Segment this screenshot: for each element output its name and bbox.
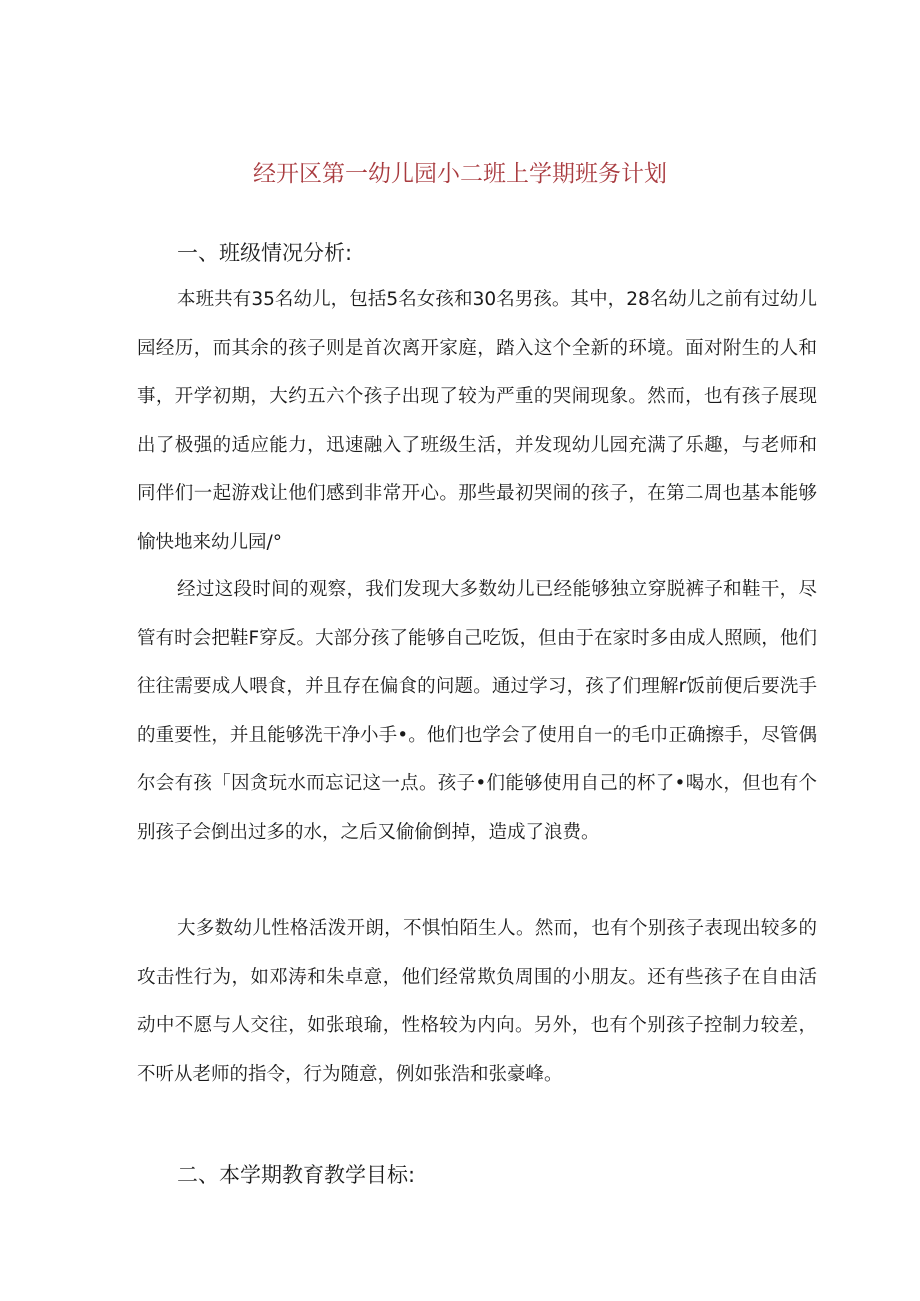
section-heading-teaching-goals: 二、本学期教育教学目标:	[177, 1163, 416, 1187]
section-heading-class-analysis: 一、班级情况分析:	[177, 241, 353, 265]
paragraph-class-overview: 本班共有35名幼儿，包括5名女孩和30名男孩。其中，28名幼儿之前有过幼儿园经历，而其余的孩子则是首次离开家庭，踏入这个全新的环境。面对附生的人和事，开学初期，大约五六个孩子出现了较为严重的哭闹现象。然而，也有孩子展现出了极强的适应能力，迅速融入了班级生活，并发现幼儿园充满了乐趣，与老师和同伴们一起游戏让他们感到非常开心。那些最初哭闹的孩子，在第二周也基本能够愉快地来幼儿园/°	[137, 289, 817, 553]
document-title: 经开区第一幼儿园小二班上学期班务计划	[253, 161, 667, 187]
paragraph-personality-observation: 大多数幼儿性格活泼开朗，不惧怕陌生人。然而，也有个别孩子表现出较多的攻击性行为，如邓涛和朱卓意，他们经常欺负周围的小朋友。还有些孩子在自由活动中不愿与人交往，如张琅瑜，性格较为内向。另外，也有个别孩子控制力较差，不听从老师的指令，行为随意，例如张浩和张豪峰。	[137, 918, 817, 1085]
paragraph-self-care-observation: 经过这段时间的观察，我们发现大多数幼儿已经能够独立穿脱裤子和鞋干，尽管有时会把鞋F穿反。大部分孩了能够自己吃饭，但由于在家时多由成人照顾，他们往往需要成人喂食，并且存在偏食的问题。通过学习，孩了们理解r饭前便后要洗手的重要性，并且能够洗干净小手•。他们也学会了使用自一的毛巾正确擦手，尽管偶尔会有孩「因贪玩水而忘记这一点。孩子•们能够使用自己的杯了•喝水，但也有个别孩子会倒出过多的水，之后又偷偷倒掉，造成了浪费。	[137, 579, 817, 843]
